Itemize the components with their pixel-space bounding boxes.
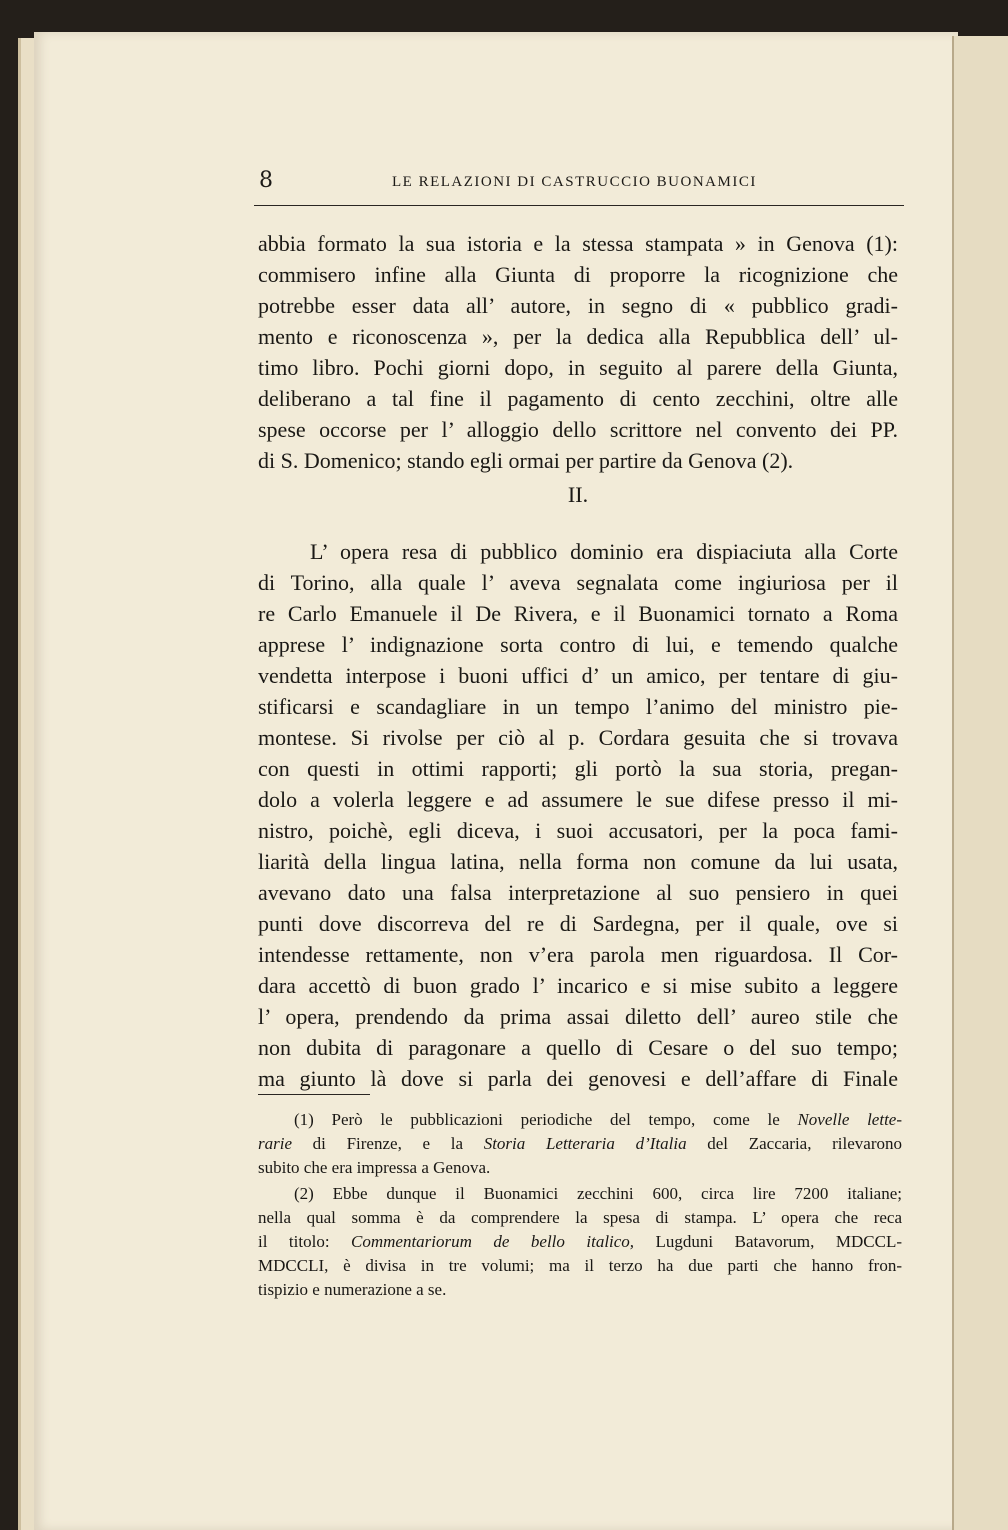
text-line: stificarsi e scandagliare in un tempo l’animo del ministro pie- xyxy=(258,694,898,719)
footnote-1 xyxy=(258,1108,902,1180)
text-line: deliberano a tal fine il pagamento di cento zecchini, oltre alle xyxy=(258,386,898,411)
footnote-italic: Commentariorum de bello italico, xyxy=(351,1232,635,1251)
text-line: ma giunto là dove si parla dei genovesi e dell’affare di Finale xyxy=(258,1066,898,1091)
footnote-text: (1) Però le pubblicazioni periodiche del tempo, come le xyxy=(294,1110,798,1129)
text-line: di Torino, alla quale l’ aveva segnalata come ingiuriosa per il xyxy=(258,570,898,595)
text-line: nistro, poichè, egli diceva, i suoi accusatori, per la poca fami- xyxy=(258,818,898,843)
footnote-line xyxy=(258,1108,902,1132)
header-rule xyxy=(254,205,904,206)
text-line: dolo a volerla leggere e ad assumere le sue difese presso il mi- xyxy=(258,787,898,812)
footnote-line: MDCCLI, è divisa in tre volumi; ma il terzo ha due parti che hanno fron- xyxy=(258,1256,902,1275)
footnote-italic: Storia Letteraria d’Italia xyxy=(483,1134,687,1153)
footnote-line: (2) Ebbe dunque il Buonamici zecchini 600, circa lire 7200 italiane; xyxy=(294,1184,902,1203)
footnote-2 xyxy=(258,1182,902,1302)
text-line: re Carlo Emanuele il De Rivera, e il Buonamici tornato a Roma xyxy=(258,601,898,626)
section-heading: II. xyxy=(567,482,589,507)
text-line: l’ opera, prendendo da prima assai diletto dell’ aureo stile che xyxy=(258,1004,898,1029)
text-line: vendetta interpose i buoni uffici d’ un amico, per tentare di giu- xyxy=(258,663,898,688)
text-line: con questi in ottimi rapporti; gli portò la sua storia, pregan- xyxy=(258,756,898,781)
footnote-line: nella qual somma è da comprendere la spesa di stampa. L’ opera che reca xyxy=(258,1208,902,1227)
footnote-line: subito che era impressa a Genova. xyxy=(258,1158,491,1177)
text-line: avevano dato una falsa interpretazione al suo pensiero in quei xyxy=(258,880,898,905)
footnote-line xyxy=(258,1132,902,1156)
footnote-text: del Zaccaria, rilevarono xyxy=(686,1134,903,1153)
footnote-line: tispizio e numerazione a se. xyxy=(258,1280,447,1299)
footnote-text: Lugduni Batavorum, MDCCL- xyxy=(634,1232,902,1251)
text-line: non dubita di paragonare a quello di Cesare o del suo tempo; xyxy=(258,1035,898,1060)
footnote-italic: rarie xyxy=(258,1134,292,1153)
text-line: abbia formato la sua istoria e la stessa stampata » in Genova (1): xyxy=(258,231,898,256)
text-line: potrebbe esser data all’ autore, in segno di « pubblico gradi- xyxy=(258,293,898,318)
footnote-italic: Novelle lette- xyxy=(797,1110,902,1129)
text-line: di S. Domenico; stando egli ormai per partire da Genova (2). xyxy=(258,448,794,473)
footnote-text: di Firenze, e la xyxy=(292,1134,484,1153)
text-line: timo libro. Pochi giorni dopo, in seguito al parere della Giunta, xyxy=(258,355,898,380)
text-line: punti dove discorreva del re di Sardegna, per il quale, ove si xyxy=(258,911,898,936)
text-line: commisero infine alla Giunta di proporre la ricognizione che xyxy=(258,262,898,287)
facing-page-edge xyxy=(952,36,1008,1530)
text-line: dara accettò di buon grado l’ incarico e si mise subito a leggere xyxy=(258,973,898,998)
text-line: montese. Si rivolse per ciò al p. Cordara gesuita che si trovava xyxy=(258,725,898,750)
running-title: LE RELAZIONI DI CASTRUCCIO BUONAMICI xyxy=(392,174,757,190)
text-line: intendesse rettamente, non v’era parola men riguardosa. Il Cor- xyxy=(258,942,898,967)
footnote-rule xyxy=(258,1094,370,1095)
text-line: apprese l’ indignazione sorta contro di lui, e temendo qualche xyxy=(258,632,898,657)
text-line: mento e riconoscenza », per la dedica alla Repubblica dell’ ul- xyxy=(258,324,898,349)
paragraph-1 xyxy=(258,228,898,476)
text-line: spese occorse per l’ alloggio dello scrittore nel convento dei PP. xyxy=(258,417,898,442)
footnote-line xyxy=(258,1230,902,1254)
page-number: 8 xyxy=(259,168,273,193)
text-line: liarità della lingua latina, nella forma non comune da lui usata, xyxy=(258,849,898,874)
paragraph-2 xyxy=(258,536,898,1094)
footnote-text: il titolo: xyxy=(258,1232,352,1251)
text-line: L’ opera resa di pubblico dominio era dispiaciuta alla Corte xyxy=(310,539,898,564)
